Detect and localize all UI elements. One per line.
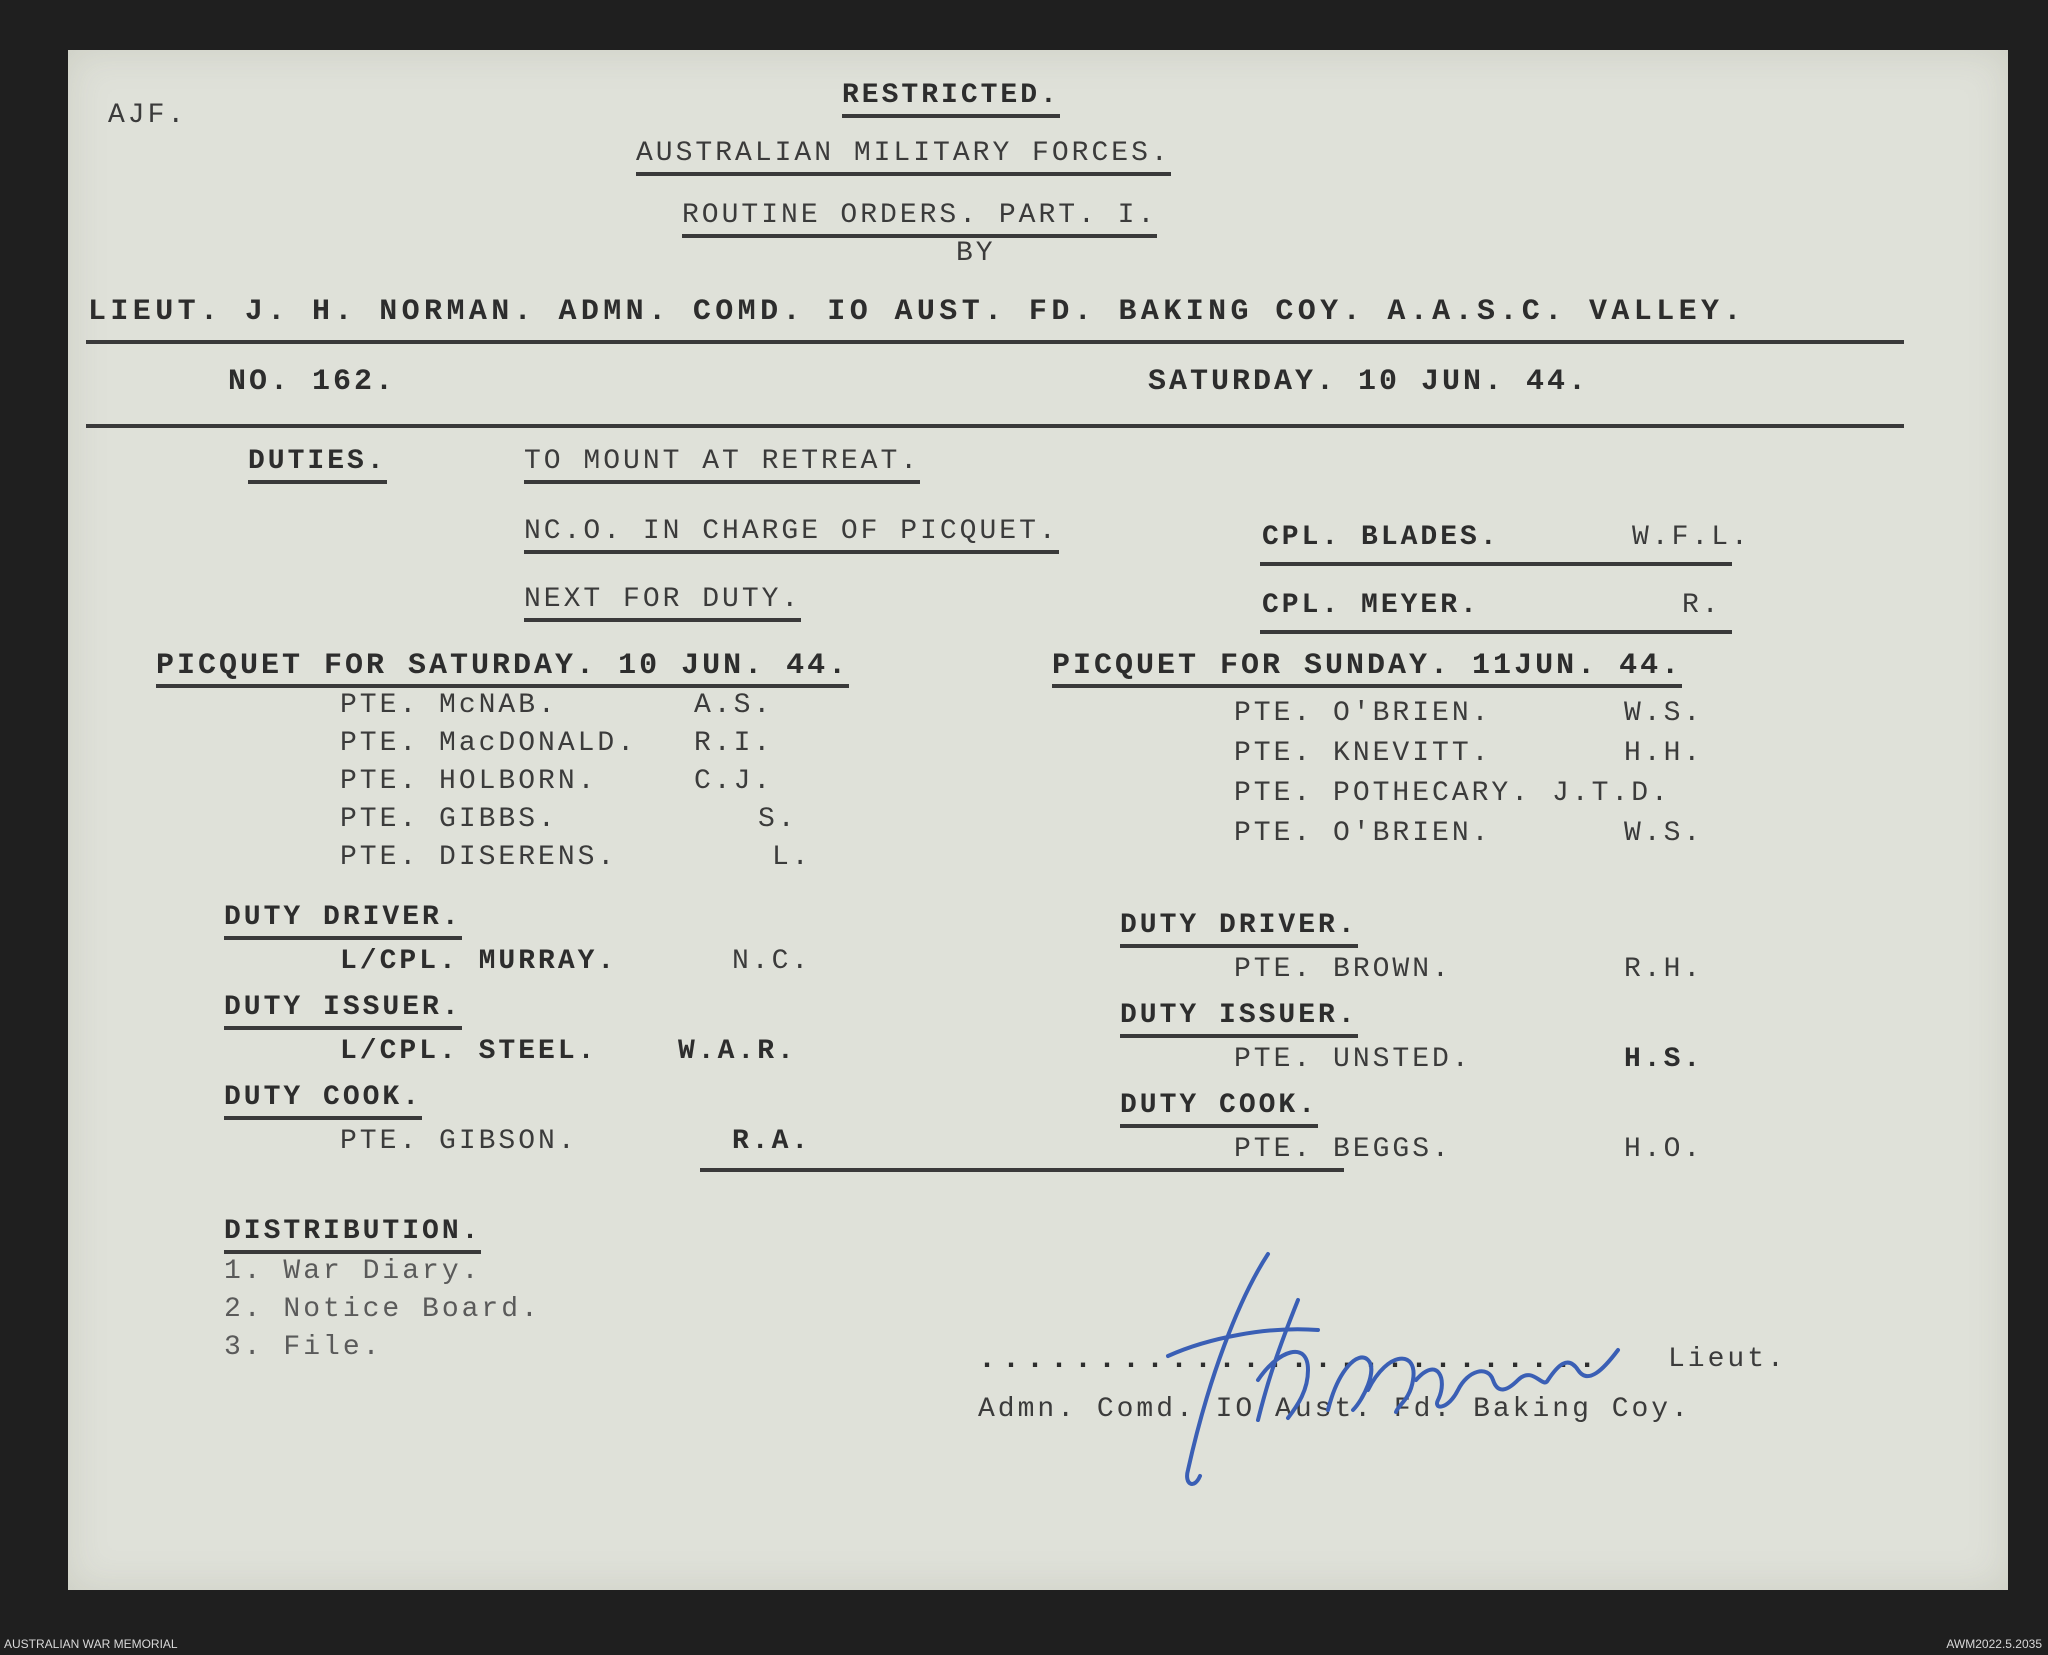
nco-in-charge-name: CPL. BLADES.: [1262, 522, 1500, 553]
document-sheet: [68, 50, 2008, 1590]
duties-heading: DUTIES.: [248, 446, 387, 484]
saturday-picquet-initials: R.I.: [694, 728, 774, 759]
sunday-cook-initials: H.O.: [1624, 1134, 1704, 1165]
sunday-issuer-initials: H.S.: [1624, 1044, 1704, 1075]
saturday-picquet-member: PTE. DISERENS.: [340, 842, 618, 873]
sunday-issuer-label: DUTY ISSUER.: [1120, 1000, 1358, 1038]
archive-credit: AUSTRALIAN WAR MEMORIAL: [4, 1637, 178, 1651]
saturday-picquet-member: PTE. MacDONALD.: [340, 728, 638, 759]
document-code: AJF.: [108, 100, 188, 131]
saturday-driver-name: L/CPL. MURRAY.: [340, 946, 618, 977]
nco-in-charge-initials: W.F.L.: [1632, 522, 1751, 553]
distribution-item: 3. File.: [224, 1332, 383, 1363]
mount-at-retreat: TO MOUNT AT RETREAT.: [524, 446, 920, 484]
signature-dots: ..........................: [978, 1343, 1603, 1377]
order-number: NO. 162.: [228, 365, 397, 399]
saturday-issuer-name: L/CPL. STEEL.: [340, 1036, 598, 1067]
sunday-cook-label: DUTY COOK.: [1120, 1090, 1318, 1128]
saturday-cook-label: DUTY COOK.: [224, 1082, 422, 1120]
issuer-rule: [86, 340, 1904, 344]
sunday-cook-name: PTE. BEGGS.: [1234, 1134, 1452, 1165]
signature-unit: Admn. Comd. IO Aust. Fd. Baking Coy.: [978, 1394, 1691, 1425]
next-for-duty-initials: R.: [1682, 590, 1722, 621]
sunday-driver-initials: R.H.: [1624, 954, 1704, 985]
next-duty-rule: [1260, 630, 1732, 634]
sunday-issuer-name: PTE. UNSTED.: [1234, 1044, 1472, 1075]
saturday-picquet-member: PTE. McNAB.: [340, 690, 558, 721]
force-heading: AUSTRALIAN MILITARY FORCES.: [636, 138, 1171, 176]
sunday-picquet-initials: H.H.: [1624, 738, 1704, 769]
saturday-picquet-initials: C.J.: [694, 766, 774, 797]
distribution-item: 1. War Diary.: [224, 1256, 482, 1287]
sunday-picquet-member: PTE. O'BRIEN.: [1234, 698, 1492, 729]
distribution-item: 2. Notice Board.: [224, 1294, 541, 1325]
saturday-cook-name: PTE. GIBSON.: [340, 1126, 578, 1157]
next-for-duty-label: NEXT FOR DUTY.: [524, 584, 801, 622]
saturday-issuer-label: DUTY ISSUER.: [224, 992, 462, 1030]
sunday-driver-label: DUTY DRIVER.: [1120, 910, 1358, 948]
sunday-picquet-member: PTE. KNEVITT.: [1234, 738, 1492, 769]
saturday-picquet-initials: S.: [758, 804, 798, 835]
sunday-picquet-heading: PICQUET FOR SUNDAY. 11JUN. 44.: [1052, 650, 1682, 688]
sunday-picquet-member: PTE. O'BRIEN.: [1234, 818, 1492, 849]
saturday-picquet-member: PTE. GIBBS.: [340, 804, 558, 835]
by-line: BY: [956, 238, 996, 269]
sunday-picquet-initials: W.S.: [1624, 698, 1704, 729]
sunday-picquet-member: PTE. POTHECARY.: [1234, 778, 1532, 809]
sunday-driver-name: PTE. BROWN.: [1234, 954, 1452, 985]
sunday-picquet-initials: W.S.: [1624, 818, 1704, 849]
nco-in-charge-label: NC.O. IN CHARGE OF PICQUET.: [524, 516, 1059, 554]
next-for-duty-name: CPL. MEYER.: [1262, 590, 1480, 621]
saturday-cook-initials: R.A.: [732, 1126, 812, 1157]
saturday-picquet-heading: PICQUET FOR SATURDAY. 10 JUN. 44.: [156, 650, 849, 688]
order-date: SATURDAY. 10 JUN. 44.: [1148, 365, 1590, 399]
signature-rank: Lieut.: [1668, 1344, 1787, 1375]
issuer-line: LIEUT. J. H. NORMAN. ADMN. COMD. IO AUST. FD. BAKING COY. A.A.S.C. VALLEY.: [88, 295, 1746, 329]
saturday-picquet-member: PTE. HOLBORN.: [340, 766, 598, 797]
saturday-picquet-initials: A.S.: [694, 690, 774, 721]
nco-rule: [1260, 562, 1732, 566]
date-rule: [86, 424, 1904, 428]
classification-heading: RESTRICTED.: [842, 80, 1060, 118]
saturday-driver-initials: N.C.: [732, 946, 812, 977]
saturday-issuer-initials: W.A.R.: [678, 1036, 797, 1067]
saturday-picquet-initials: L.: [772, 842, 812, 873]
archive-reference: AWM2022.5.2035: [1946, 1637, 2042, 1651]
orders-title: ROUTINE ORDERS. PART. I.: [682, 200, 1157, 238]
handwritten-signature: [1148, 1240, 1668, 1500]
saturday-driver-label: DUTY DRIVER.: [224, 902, 462, 940]
cook-rule: [700, 1168, 1344, 1172]
distribution-heading: DISTRIBUTION.: [224, 1216, 481, 1254]
sunday-picquet-initials: J.T.D.: [1552, 778, 1671, 809]
